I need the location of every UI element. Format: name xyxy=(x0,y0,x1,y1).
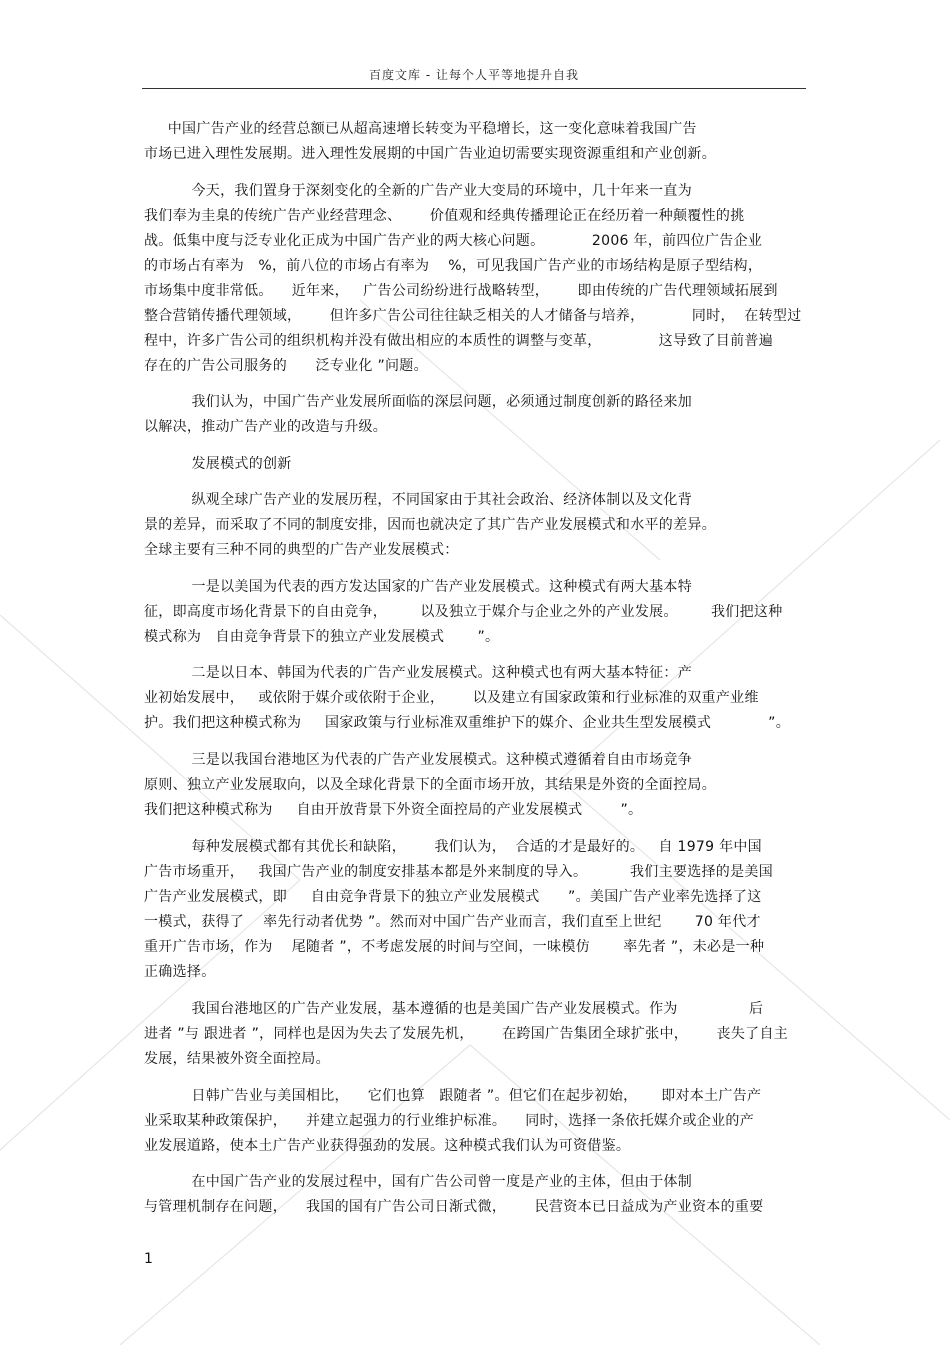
paragraph-6 xyxy=(144,661,814,736)
text-line: 我们把这种模式称为 自由开放背景下外资全面控局的产业发展模式 ”。 xyxy=(144,802,643,818)
paragraph-1 xyxy=(144,117,814,167)
text-line: 全球主要有三种不同的典型的广告产业发展模式： xyxy=(144,542,459,558)
text-line: 程中，许多广告公司的组织机构并没有做出相应的本质性的调整与变革， 这导致了目前普遍 xyxy=(144,333,773,349)
text-line: 我们认为，中国广告产业发展所面临的深层问题，必须通过制度创新的路径来加 xyxy=(144,394,692,410)
text-line: 业初始发展中， 或依附于媒介或依附于企业， 以及建立有国家政策和行业标准的双重产业维 xyxy=(144,690,759,706)
text-line: 一是以美国为代表的西方发达国家的广告产业发展模式。这种模式有两大基本特 xyxy=(144,579,692,595)
text-line: 市场已进入理性发展期。进入理性发展期的中国广告业迫切需要实现资源重组和产业创新。 xyxy=(144,146,716,162)
text-line: 广告产业发展模式，即 自由竞争背景下的独立产业发展模式 ”。美国广告产业率先选择了这 xyxy=(144,889,762,905)
text-line: 原则、独立产业发展取向，以及全球化背景下的全面市场开放，其结果是外资的全面控局。 xyxy=(144,777,716,793)
text-line: 纵观全球广告产业的发展历程，不同国家由于其社会政治、经济体制以及文化背 xyxy=(144,492,692,508)
paragraph-10 xyxy=(144,1084,814,1159)
text-line: 我国台港地区的广告产业发展，基本遵循的也是美国广告产业发展模式。作为 后 xyxy=(144,1001,764,1017)
text-line: 与管理机制存在问题， 我国的国有广告公司日渐式微， 民营资本已日益成为产业资本的重要 xyxy=(144,1199,764,1215)
paragraph-2 xyxy=(144,179,814,379)
text-line: 进者 ”与 跟进者 ”，同样也是因为失去了发展先机， 在跨国广告集团全球扩张中， 丧失了自主 xyxy=(144,1026,789,1042)
text-line: 一模式，获得了 率先行动者优势 ”。然而对中国广告产业而言，我们直至上世纪 70 年代才 xyxy=(144,914,761,930)
paragraph-11 xyxy=(144,1170,814,1220)
header-divider xyxy=(142,88,806,89)
section-heading xyxy=(144,452,814,477)
page-header: 百度文库 - 让每个人平等地提升自我 xyxy=(369,68,579,82)
paragraph-3 xyxy=(144,390,814,440)
text-line: 重开广告市场，作为 尾随者 ”，不考虑发展的时间与空间，一味模仿 率先者 ”，未必是一种 xyxy=(144,939,765,955)
text-line: 征，即高度市场化背景下的自由竞争， 以及独立于媒介与企业之外的产业发展。 我们把这种 xyxy=(144,604,783,620)
text-line: 模式称为 自由竞争背景下的独立产业发展模式 ”。 xyxy=(144,629,500,645)
paragraph-8 xyxy=(144,835,814,985)
text-line: 以解决，推动广告产业的改造与升级。 xyxy=(144,419,388,435)
text-line: 三是以我国台港地区为代表的广告产业发展模式。这种模式遵循着自由市场竞争 xyxy=(144,752,692,768)
paragraph-5 xyxy=(144,575,814,650)
text-line: 发展，结果被外资全面控局。 xyxy=(144,1051,330,1067)
text-line: 每种发展模式都有其优长和缺陷， 我们认为， 合适的才是最好的。 自 1979 年中国 xyxy=(144,839,762,855)
text-line: 业发展道路，使本土广告产业获得强劲的发展。这种模式我们认为可资借鉴。 xyxy=(144,1138,631,1154)
paragraph-9 xyxy=(144,997,814,1072)
text-line: 我们奉为圭臬的传统广告产业经营理念、 价值观和经典传播理论正在经历着一种颠覆性的挑 xyxy=(144,208,745,224)
text-line: 护。我们把这种模式称为 国家政策与行业标准双重维护下的媒介、企业共生型发展模式 ”。 xyxy=(144,715,791,731)
text-line: 存在的广告公司服务的 泛专业化 ”问题。 xyxy=(144,358,428,374)
paragraph-4 xyxy=(144,488,814,563)
text-line: 业采取某种政策保护， 并建立起强力的行业维护标准。 同时，选择一条依托媒介或企业的产 xyxy=(144,1113,754,1129)
text-line: 在中国广告产业的发展过程中，国有广告公司曾一度是产业的主体，但由于体制 xyxy=(144,1174,692,1190)
page-number: 1 xyxy=(144,1251,153,1267)
paragraph-7 xyxy=(144,748,814,823)
text-line: 正确选择。 xyxy=(144,964,216,980)
text-line: 今天，我们置身于深刻变化的全新的广告产业大变局的环境中，几十年来一直为 xyxy=(144,183,692,199)
text-line: 二是以日本、韩国为代表的广告产业发展模式。这种模式也有两大基本特征：产 xyxy=(144,665,692,681)
text-line: 中国广告产业的经营总额已从超高速增长转变为平稳增长，这一变化意味着我国广告 xyxy=(144,121,697,137)
text-line: 景的差异，而采取了不同的制度安排，因而也就决定了其广告产业发展模式和水平的差异。 xyxy=(144,517,716,533)
text-line: 的市场占有率为 %，前八位的市场占有率为 %，可见我国广告产业的市场结构是原子型结构， xyxy=(144,258,763,274)
heading-text: 发展模式的创新 xyxy=(144,456,292,472)
text-line: 市场集中度非常低。 近年来， 广告公司纷纷进行战略转型， 即由传统的广告代理领域拓展到 xyxy=(144,283,778,299)
text-line: 广告市场重开， 我国广告产业的制度安排基本都是外来制度的导入。 我们主要选择的是美国 xyxy=(144,864,773,880)
text-line: 战。低集中度与泛专业化正成为中国广告产业的两大核心问题。 2006 年，前四位广告企业 xyxy=(144,233,763,249)
text-line: 整合营销传播代理领域， 但许多广告公司往往缺乏相关的人才储备与培养， 同时， 在转型过 xyxy=(144,308,802,324)
text-line: 日韩广告业与美国相比， 它们也算 跟随者 ”。但它们在起步初始， 即对本土广告产 xyxy=(144,1088,762,1104)
